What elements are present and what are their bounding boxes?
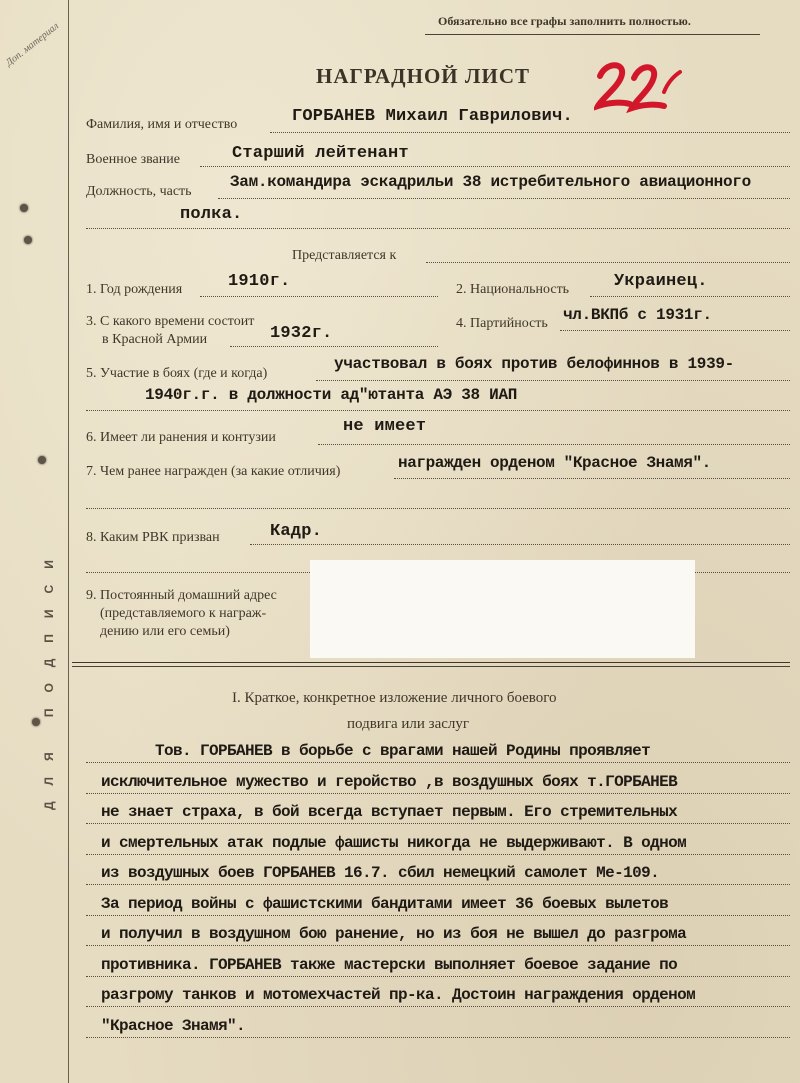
position-underline-2 (86, 228, 790, 229)
narrative-line: Тов. ГОРБАНЕВ в борьбе с врагами нашей Родины проявляет (155, 742, 651, 760)
presented-underline (426, 262, 790, 263)
narrative-underline (86, 823, 790, 824)
section-heading-2: подвига или заслуг (347, 716, 470, 732)
red-tail-stroke (664, 72, 680, 92)
birth-year-label: 1. Год рождения (86, 282, 183, 297)
position-value-line1: Зам.командира эскадрильи 38 истребительного авиационного (230, 173, 751, 191)
previous-awards-underline-2 (86, 508, 790, 509)
narrative-underline (86, 915, 790, 916)
nationality-value: Украинец. (614, 272, 708, 291)
battles-value-line2: 1940г.г. в должности ад"ютанта АЭ 38 ИАП (145, 386, 518, 404)
battles-underline-2 (86, 410, 790, 411)
narrative-underline (86, 1037, 790, 1038)
page-title: НАГРАДНОЙ ЛИСТ (316, 64, 531, 88)
narrative-underline (86, 793, 790, 794)
narrative-line: противника. ГОРБАНЕВ также мастерски выполняет боевое задание по (101, 955, 678, 974)
narrative-line: "Красное Знамя". (101, 1016, 246, 1035)
battles-label: 5. Участие в боях (где и когда) (86, 366, 268, 381)
name-value: ГОРБАНЕВ Михаил Гаврилович. (292, 107, 573, 126)
rank-value: Старший лейтенант (232, 144, 409, 163)
narrative-line: и получил в воздушном бою ранение, но из боя не вышел до разгрома (101, 925, 687, 943)
party-value: чл.ВКПб с 1931г. (563, 306, 712, 324)
narrative-underline (86, 1006, 790, 1007)
narrative-line: разгрому танков и мотомехчастей пр-ка. Достоин награждения орденом (101, 986, 696, 1004)
instruction-underline (425, 34, 760, 35)
address-label-2: (представляемого к награж- (100, 606, 267, 621)
red-pencil-number (594, 58, 684, 118)
redacted-address-box (310, 560, 695, 658)
service-since-underline (230, 346, 438, 347)
battles-value-line1: участвовал в боях против белофиннов в 1939- (334, 355, 734, 373)
narrative-line: исключительное мужество и геройство ,в воздушных боях т.ГОРБАНЕВ (101, 772, 678, 791)
narrative-underline (86, 762, 790, 763)
red-digit-stroke (598, 65, 630, 106)
narrative-line: не знает страха, в бой всегда вступает первым. Его стремительных (101, 803, 678, 821)
section-separator (72, 662, 790, 663)
wounds-underline (318, 444, 790, 445)
birth-year-underline (200, 296, 438, 297)
service-since-label: 3. С какого времени состоит (86, 314, 255, 329)
rvk-label: 8. Каким РВК призван (86, 530, 220, 545)
nationality-label: 2. Национальность (456, 282, 570, 297)
rvk-underline (250, 544, 790, 545)
rvk-value: Кадр. (270, 522, 323, 541)
previous-awards-value: награжден орденом "Красное Знамя". (398, 454, 711, 472)
previous-awards-label: 7. Чем ранее награжден (за какие отличия) (86, 464, 341, 479)
signature-column-label: ДЛЯ ПОДПИСИ (42, 544, 56, 810)
birth-year-value: 1910г. (228, 272, 291, 291)
narrative-line: из воздушных боев ГОРБАНЕВ 16.7. сбил немецкий самолет Ме-109. (101, 864, 660, 882)
service-since-value: 1932г. (270, 324, 333, 343)
punch-hole (32, 718, 40, 726)
address-label-3: дению или его семьи) (100, 624, 230, 639)
previous-awards-underline (394, 478, 790, 479)
narrative-underline (86, 854, 790, 855)
narrative-line: и смертельных атак подлые фашисты никогда не выдерживают. В одном (101, 833, 687, 852)
instruction-note: Обязательно все графы заполнить полностью. (438, 14, 691, 28)
narrative-underline (86, 945, 790, 946)
rank-label: Военное звание (86, 152, 180, 167)
narrative-underline (86, 884, 790, 885)
punch-hole (38, 456, 46, 464)
battles-underline (316, 380, 790, 381)
position-value-line2: полка. (180, 205, 243, 224)
wounds-value: не имеет (343, 417, 427, 436)
presented-label: Представляется к (292, 248, 397, 263)
position-label: Должность, часть (86, 184, 192, 199)
narrative-line: За период войны с фашистскими бандитами имеет 36 боевых вылетов (101, 894, 669, 913)
party-underline (560, 330, 790, 331)
section-heading: I. Краткое, конкретное изложение личного боевого (232, 690, 557, 706)
corner-handwritten-note: Доп. материал (4, 20, 62, 69)
nationality-underline (590, 296, 790, 297)
punch-hole (20, 204, 28, 212)
margin-line (68, 0, 69, 1083)
name-label: Фамилия, имя и отчество (86, 117, 238, 132)
narrative-underline (86, 976, 790, 977)
rank-underline (200, 166, 790, 167)
punch-hole (24, 236, 32, 244)
section-separator-2 (72, 666, 790, 667)
party-label: 4. Партийность (456, 316, 548, 331)
name-underline (270, 132, 790, 133)
address-label: 9. Постоянный домашний адрес (86, 588, 277, 603)
red-digit-stroke (632, 67, 664, 108)
position-underline (218, 198, 790, 199)
service-since-label-2: в Красной Армии (102, 332, 208, 347)
wounds-label: 6. Имеет ли ранения и контузии (86, 430, 276, 445)
